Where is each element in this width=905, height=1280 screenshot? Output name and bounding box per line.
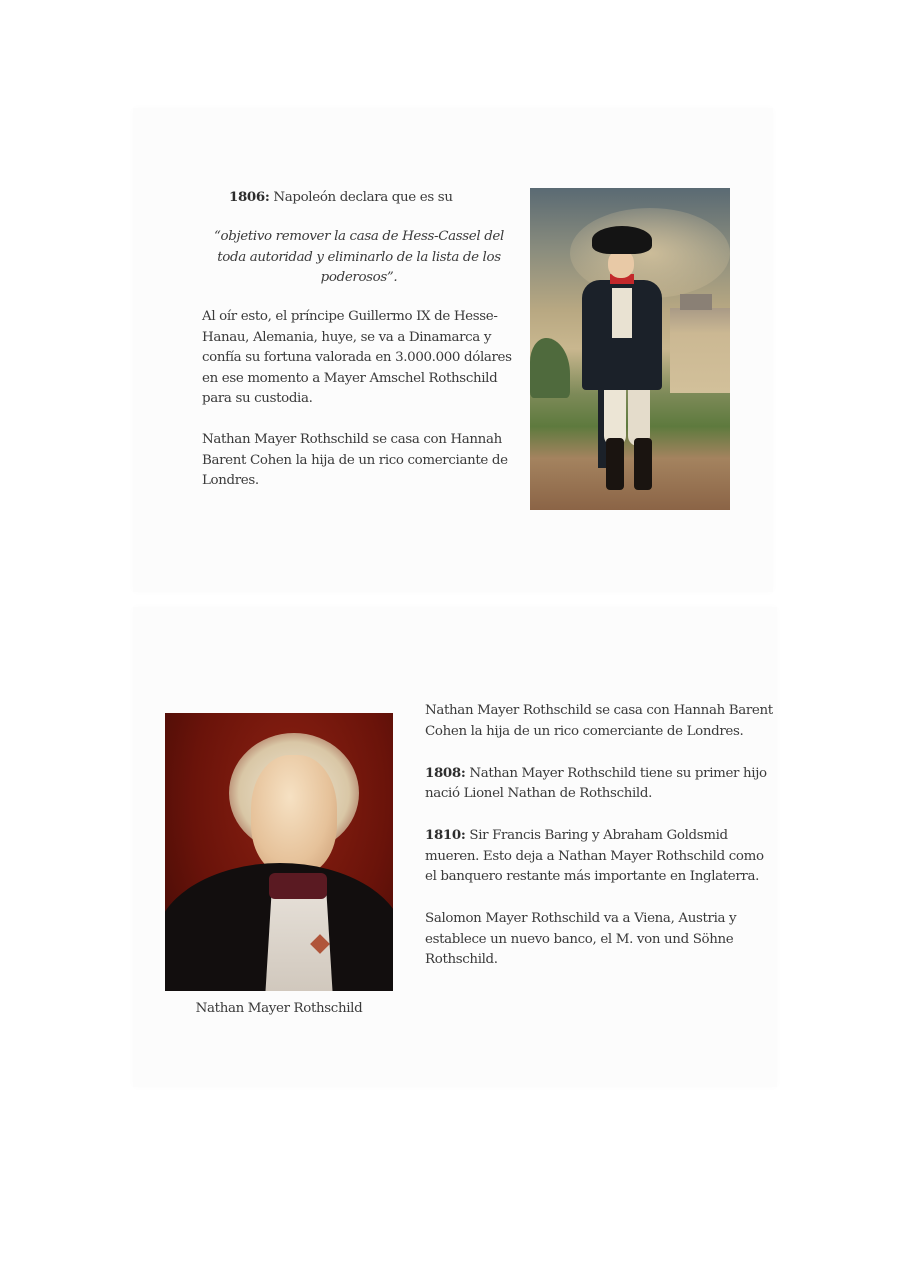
entry-1808: 1808: Nathan Mayer Rothschild tiene su primer hijo nació Lionel Nathan de Rothschild. [425,764,767,801]
year-label: 1806: [229,189,270,205]
entry-salomon: Salomon Mayer Rothschild va a Viena, Austria y establece un nuevo banco, el M. von und Söhne Rothschild. [425,911,737,967]
entry-1810: 1810: Sir Francis Baring y Abraham Goldsmid mueren. Esto deja a Nathan Mayer Rothschild como el banquero restante más importante en Inglaterra. [425,827,764,884]
paragraph-guillermo: Al oír esto, el príncipe Guillermo IX de Hesse-Hanau, Alemania, huye, se va a Dinamarca y confía su fortuna valorada en 3.000.000 dólares en ese momento a Mayer Amschel Rothschild para su custodia. [202,309,512,406]
slide-1808-1810 [133,607,777,1087]
slide-1806 [133,108,773,592]
portrait-caption: Nathan Mayer Rothschild [195,1001,363,1016]
heading-text: Napoleón declara que es su [269,190,453,205]
paragraph-nathan-marriage: Nathan Mayer Rothschild se casa con Hannah Barent Cohen la hija de un rico comerciante de Londres. [202,432,508,488]
year-label: 1810: [425,827,466,843]
year-label: 1808: [425,764,466,781]
slide-body [425,700,775,971]
slide-body [202,307,522,492]
napoleon-portrait-image [530,188,730,510]
entry-marriage: Nathan Mayer Rothschild se casa con Hannah Barent Cohen la hija de un rico comerciante de Londres. [425,703,773,739]
napoleon-quote: “objetivo remover la casa de Hess-Cassel del toda autoridad y eliminarlo de la lista de los poderosos”. [214,229,504,285]
slide-heading [229,187,479,209]
rothschild-portrait-image [165,713,393,991]
